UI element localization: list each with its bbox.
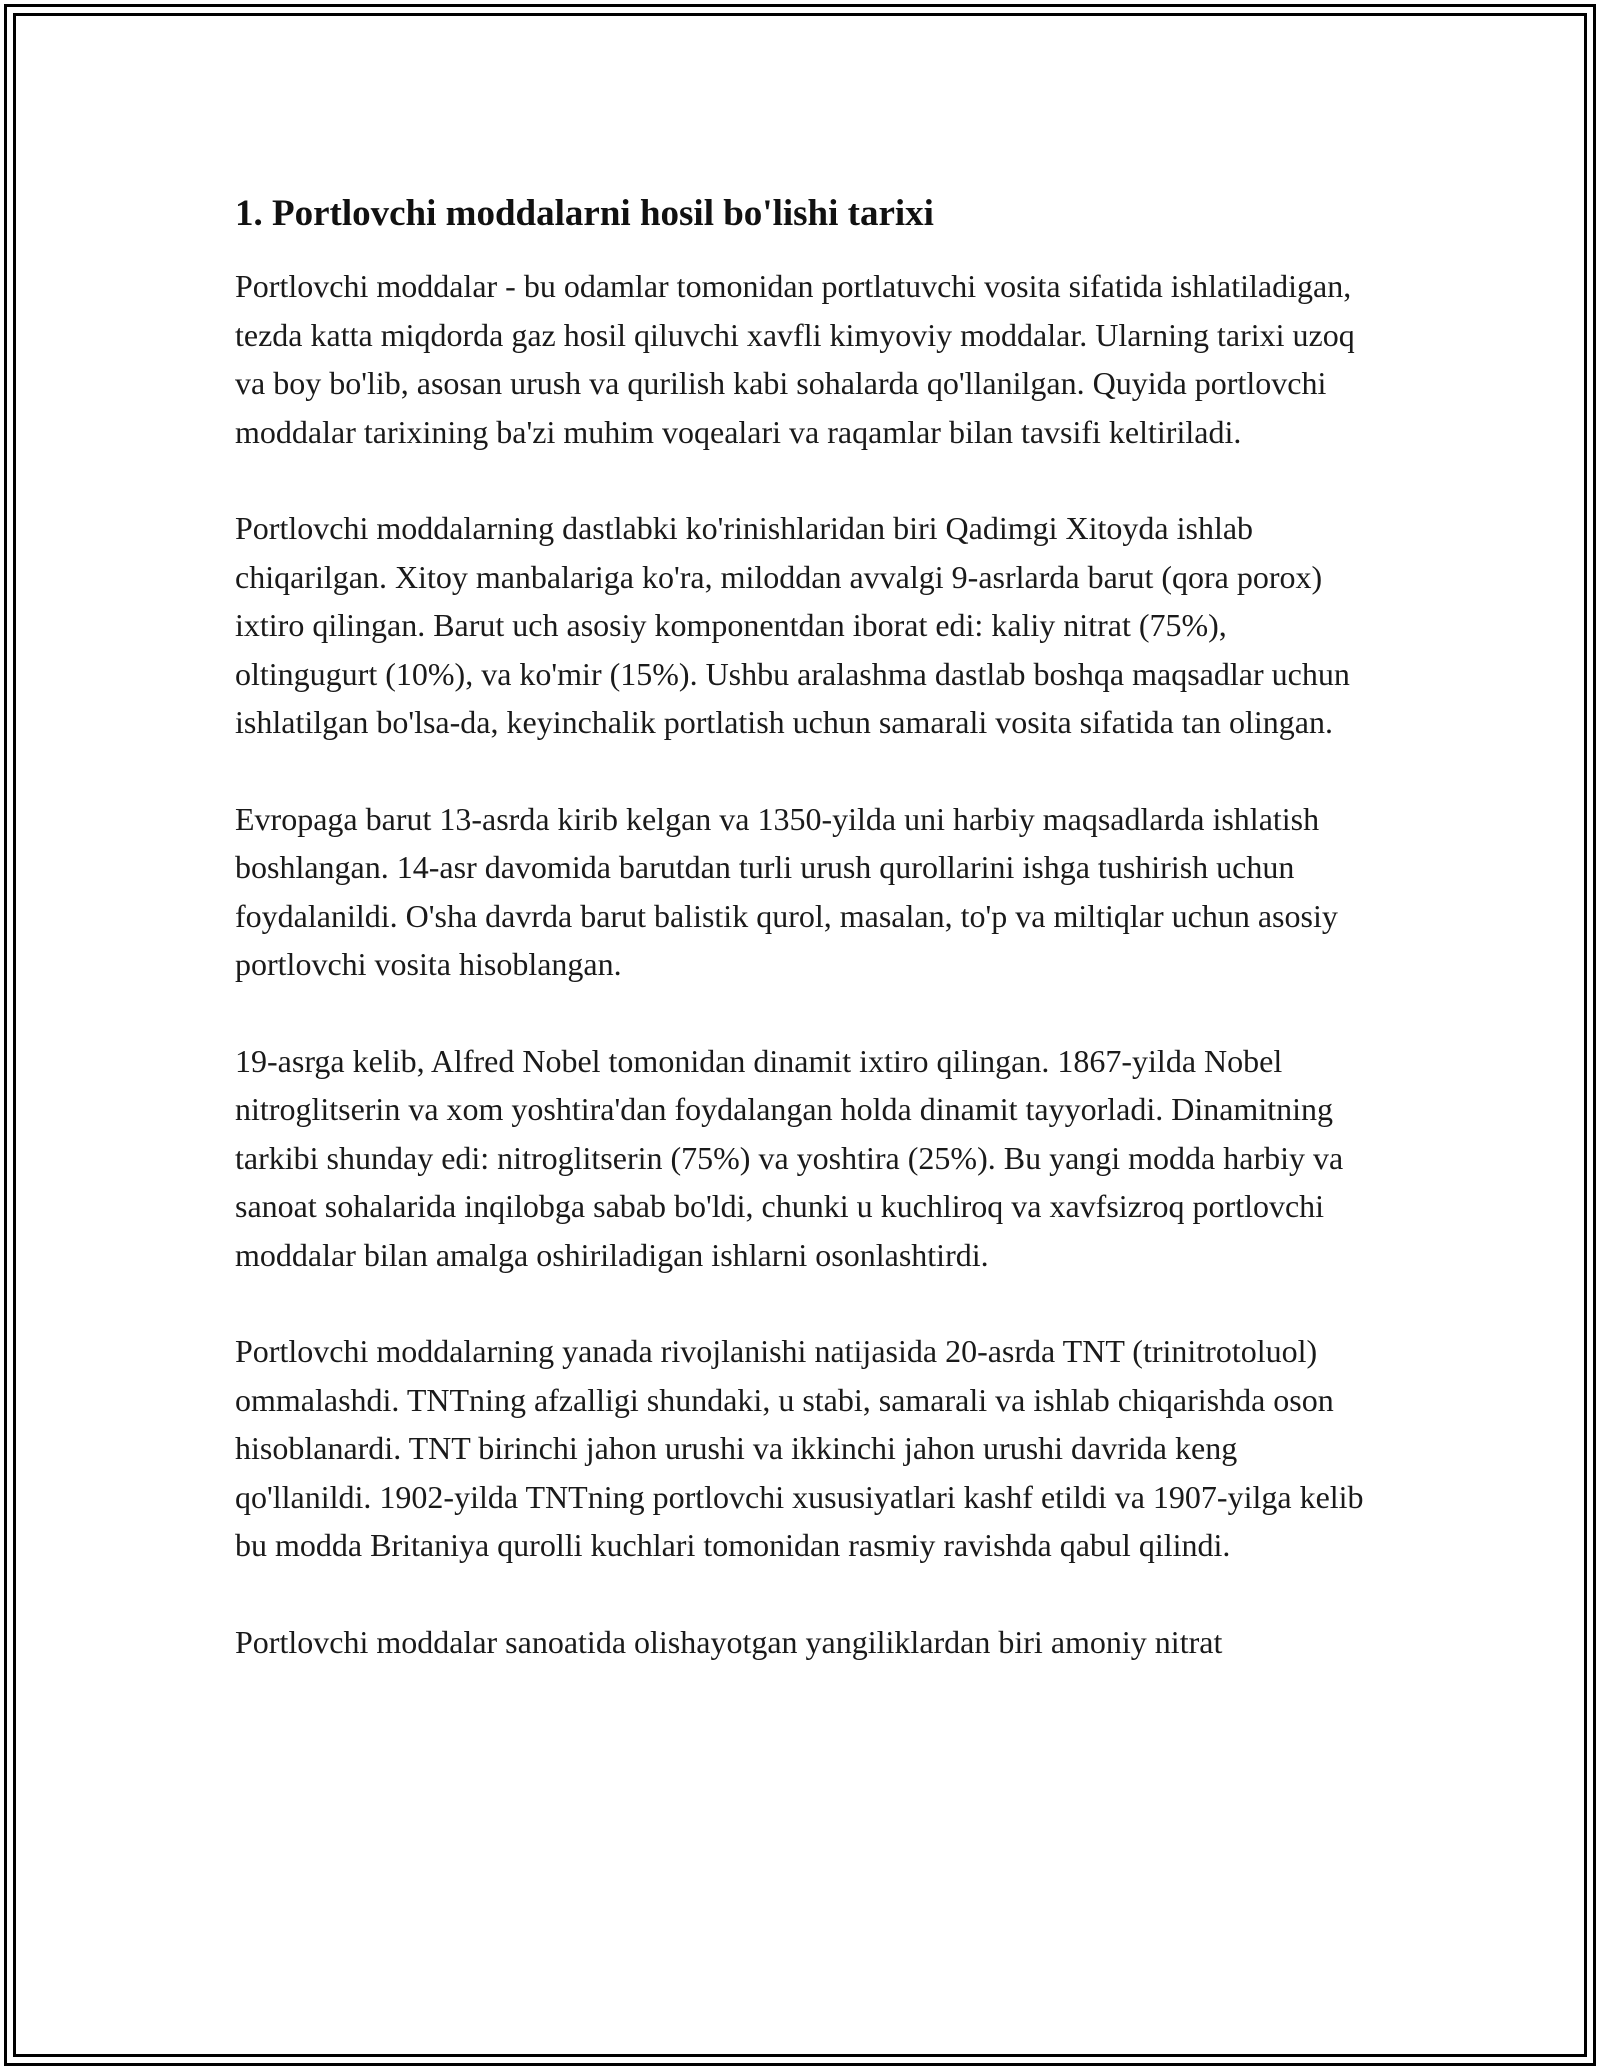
paragraph-europe-gunpowder: Evropaga barut 13-asrda kirib kelgan va 1350-yilda uni harbiy maqsadlarda ishlatish boshlangan. 14-asr davomida barutdan turli urush qurollarini ishga tushirish uchun foydalanildi. O'sha davrda barut balistik qurol, masalan, to'p va miltiqlar uchun asosiy portlovchi vosita hisoblangan. [235, 800, 1338, 982]
paragraph-intro: Portlovchi moddalar - bu odamlar tomonidan portlatuvchi vosita sifatida ishlatiladigan, tezda katta miqdorda gaz hosil qiluvchi xavfli kimyoviy moddalar. Ularning tarixi uzoq va boy bo'lib, asosan urush va qurilish kabi sohalarda qo'llanilgan. Quyida portlovchi moddalar tarixining ba'zi muhim voqealari va raqamlar bilan tavsifi keltiriladi. [235, 268, 1355, 450]
paragraph-tnt: Portlovchi moddalarning yanada rivojlanishi natijasida 20-asrda TNT (trinitrotoluol) ommalashdi. TNTning afzalligi shundaki, u stabi, samarali va ishlab chiqarishda oson hisoblanardi. TNT birinchi jahon urushi va ikkinchi jahon urushi davrida keng qo'llanildi. 1902-yilda TNTning portlovchi xususiyatlari kashf etildi va 1907-yilga kelib bu modda Britaniya qurolli kuchlari tomonidan rasmiy ravishda qabul qilindi. [235, 1333, 1364, 1563]
section-heading: 1. Portlovchi moddalarni hosil bo'lishi tarixi [235, 193, 934, 234]
paragraph-nobel-dynamite: 19-asrga kelib, Alfred Nobel tomonidan dinamit ixtiro qilingan. 1867-yilda Nobel nitroglitserin va xom yoshtira'dan foydalangan holda dinamit tayyorladi. Dinamitning tarkibi shunday edi: nitroglitserin (75%) va yoshtira (25%). Bu yangi modda harbiy va sanoat sohalarida inqilobga sabab bo'ldi, chunki u kuchliroq va xavfsizroq portlovchi moddalar bilan amalga oshiriladigan ishlarni osonlashtirdi. [235, 1042, 1344, 1273]
paragraph-china-gunpowder: Portlovchi moddalarning dastlabki ko'rinishlaridan biri Qadimgi Xitoyda ishlab chiqarilgan. Xitoy manbalariga ko'ra, miloddan avvalgi 9-asrlarda barut (qora porox) ixtiro qilingan. Barut uch asosiy komponentdan iborat edi: kaliy nitrat (75%), oltingugurt (10%), va ko'mir (15%). Ushbu aralashma dastlab boshqa maqsadlar uchun ishlatilgan bo'lsa-da, keyinchalik portlatish uchun samarali vosita sifatida tan olingan. [235, 510, 1350, 740]
document-body [235, 186, 1395, 1714]
paragraph-ammonium-nitrate: Portlovchi moddalar sanoatida olishayotgan yangiliklardan biri amoniy nitrat [235, 1623, 1223, 1660]
